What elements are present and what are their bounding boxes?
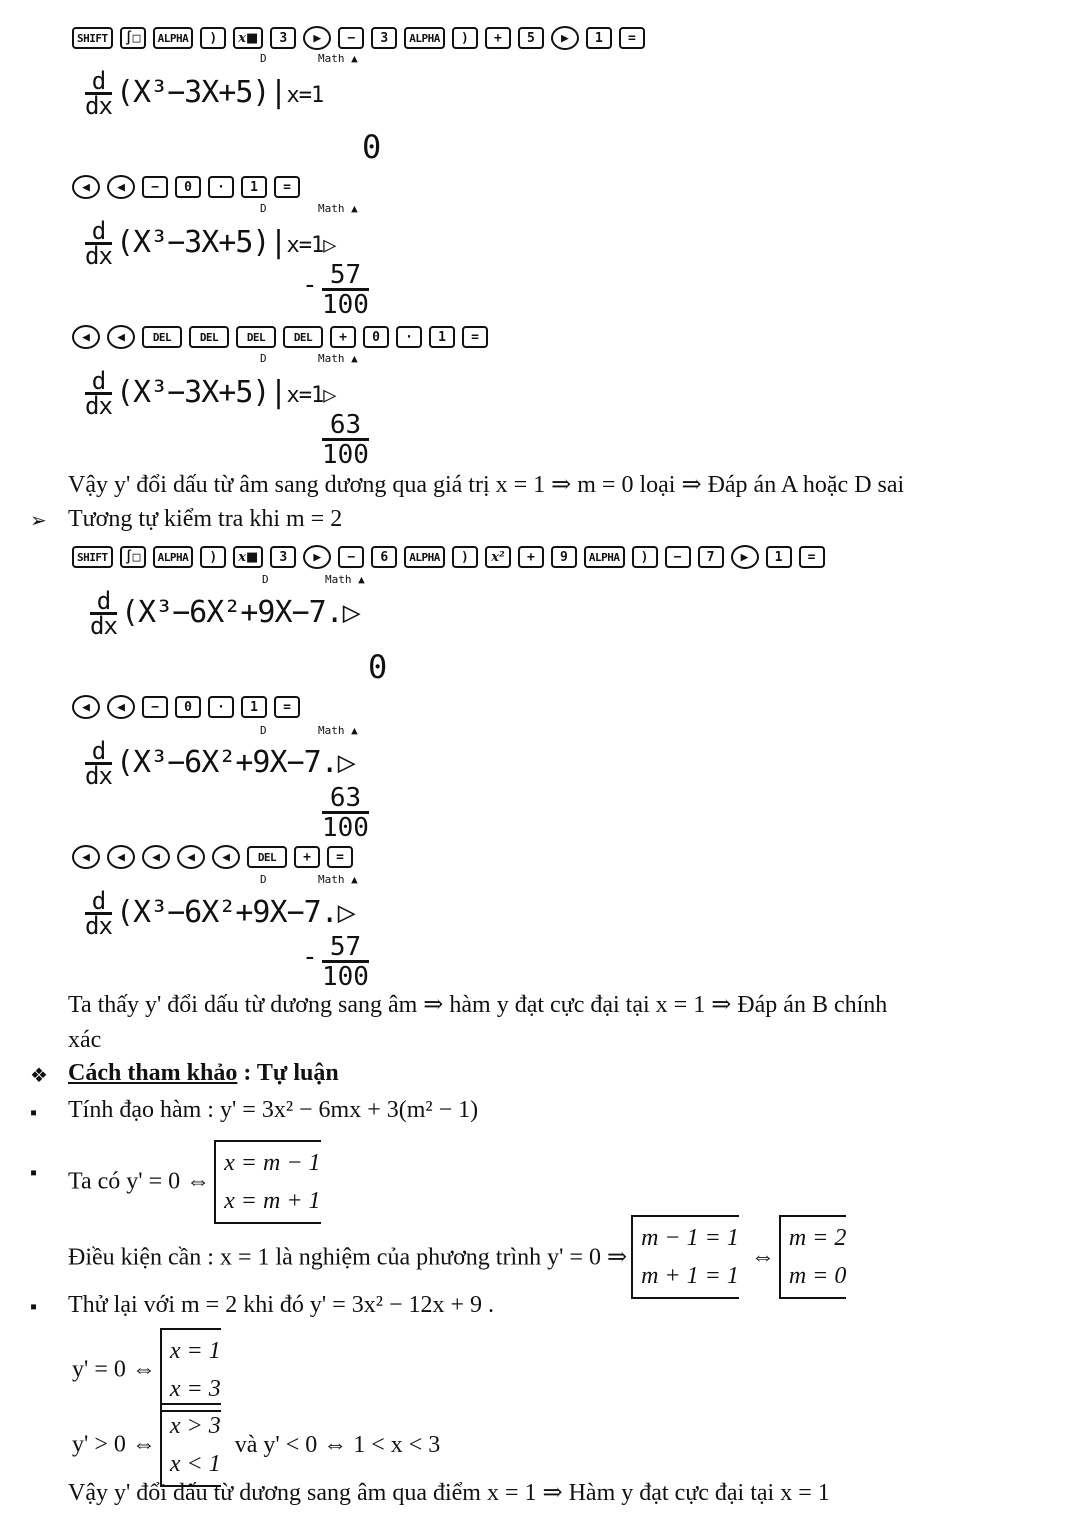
calc-screen-3: $\frac{d}{dx}$ (X³−3X+5)|x=1▷ bbox=[85, 367, 336, 420]
calc-fraction-3: $\frac{63}{100}$ bbox=[322, 410, 369, 470]
calc-key: DEL bbox=[247, 846, 287, 868]
indicator-math: Math ▲ bbox=[318, 724, 358, 737]
dk-bracket-1: m − 1 = 1 m + 1 = 1 bbox=[631, 1215, 739, 1299]
calc-key: SHIFT bbox=[72, 546, 113, 568]
key-sequence-2 bbox=[72, 175, 300, 199]
key-sequence-4 bbox=[72, 545, 825, 569]
calc-screen-2: $\frac{d}{dx}$ (X³−3X+5)|x=1▷ bbox=[85, 217, 336, 270]
indicator-math: Math ▲ bbox=[318, 202, 358, 215]
square-bullet-icon: ▪ bbox=[30, 1296, 38, 1318]
calc-key: ∫□ bbox=[120, 546, 146, 568]
calc-key: 1 bbox=[766, 546, 792, 568]
diamond-bullet-icon: ❖ bbox=[30, 1065, 48, 1087]
calc-result-1: 0 bbox=[362, 128, 382, 166]
calc-key: 5 bbox=[518, 27, 544, 49]
ddx-symbol: $\frac{d}{dx}$ bbox=[85, 217, 112, 270]
calc-key: 9 bbox=[551, 546, 577, 568]
calc-key: = bbox=[274, 696, 300, 718]
calc-screen-5: $\frac{d}{dx}$ (X³−6X²+9X−7.▷ bbox=[85, 737, 355, 790]
key-sequence-6 bbox=[72, 845, 353, 869]
key-sequence-3 bbox=[72, 325, 488, 349]
calc-screen-1: $\frac{d}{dx}$ (X³−3X+5)|x=1 bbox=[85, 67, 324, 120]
arrow-bullet-icon: ➢ bbox=[30, 510, 47, 532]
calc-key: 1 bbox=[429, 326, 455, 348]
calc-key: = bbox=[327, 846, 353, 868]
calc-key: = bbox=[619, 27, 645, 49]
calc-key: 3 bbox=[270, 27, 296, 49]
calc-sign-6: - bbox=[302, 942, 318, 972]
y-zero-line: y' = 0 ⇔x = 1 x = 3 bbox=[72, 1328, 221, 1412]
calc-key: + bbox=[294, 846, 320, 868]
calc-key: 7 bbox=[698, 546, 724, 568]
calc-key: x■ bbox=[233, 27, 263, 49]
calc-key: 1 bbox=[586, 27, 612, 49]
indicator-d-icon: D bbox=[260, 52, 267, 65]
calc-key: x■ bbox=[233, 546, 263, 568]
calc-key: − bbox=[665, 546, 691, 568]
calc-key: ) bbox=[632, 546, 658, 568]
ta-co-line: Ta có y' = 0 ⇔x = m − 1 x = m + 1 bbox=[68, 1140, 321, 1224]
indicator-math: Math ▲ bbox=[318, 352, 358, 365]
calc-screen-4: $\frac{d}{dx}$ (X³−6X²+9X−7.▷ bbox=[90, 587, 360, 640]
indicator-d-icon: D bbox=[260, 873, 267, 886]
square-bullet-icon: ▪ bbox=[30, 1102, 38, 1124]
calc-fraction-2: $\frac{57}{100}$ bbox=[322, 260, 369, 320]
calc-key: ) bbox=[452, 546, 478, 568]
y-zero-bracket: x = 1 x = 3 bbox=[160, 1328, 221, 1412]
indicator-d-icon: D bbox=[262, 573, 269, 586]
final-conclusion: Vậy y' đổi dấu từ dương sang âm qua điểm x = 1 ⇒ Hàm y đạt cực đại tại x = 1 bbox=[68, 1480, 830, 1506]
calc-key: = bbox=[462, 326, 488, 348]
calc-key: + bbox=[330, 326, 356, 348]
indicator-math: Math ▲ bbox=[325, 573, 365, 586]
calc-key: 1 bbox=[241, 176, 267, 198]
calc-key: ) bbox=[452, 27, 478, 49]
calc-key: ▶ bbox=[303, 26, 331, 50]
derivative-line: Tính đạo hàm : y' = 3x² − 6mx + 3(m² − 1) bbox=[68, 1097, 479, 1123]
calc-key: x² bbox=[485, 546, 511, 568]
indicator-d-icon: D bbox=[260, 352, 267, 365]
calc-key: ▶ bbox=[551, 26, 579, 50]
calc-key: · bbox=[208, 696, 234, 718]
calc-key: ◀ bbox=[177, 845, 205, 869]
calc-key: 3 bbox=[270, 546, 296, 568]
indicator-d-icon: D bbox=[260, 724, 267, 737]
calc-key: + bbox=[485, 27, 511, 49]
key-sequence-1 bbox=[72, 26, 645, 50]
calc-key: + bbox=[518, 546, 544, 568]
calc-key: ◀ bbox=[72, 845, 100, 869]
calc-sign-2: - bbox=[302, 270, 318, 300]
ta-co-bracket: x = m − 1 x = m + 1 bbox=[214, 1140, 320, 1224]
calc-key: 3 bbox=[371, 27, 397, 49]
dk-bracket-2: m = 2 m = 0 bbox=[779, 1215, 847, 1299]
calc-key: = bbox=[274, 176, 300, 198]
calc-key: ◀ bbox=[107, 325, 135, 349]
calc-key: DEL bbox=[189, 326, 229, 348]
calc-key: ▶ bbox=[303, 545, 331, 569]
calc-key: 0 bbox=[175, 176, 201, 198]
ddx-symbol: $\frac{d}{dx}$ bbox=[85, 67, 112, 120]
y-pos-bracket: x > 3 x < 1 bbox=[160, 1403, 221, 1487]
calc-key: ◀ bbox=[72, 695, 100, 719]
calc-key: · bbox=[396, 326, 422, 348]
square-bullet-icon: ▪ bbox=[30, 1162, 38, 1184]
calc-key: ALPHA bbox=[404, 546, 445, 568]
calc-key: ◀ bbox=[212, 845, 240, 869]
calc-key: − bbox=[142, 176, 168, 198]
ddx-symbol: $\frac{d}{dx}$ bbox=[85, 887, 112, 940]
key-sequence-5 bbox=[72, 695, 300, 719]
indicator-math: Math ▲ bbox=[318, 873, 358, 886]
calc-key: ◀ bbox=[107, 175, 135, 199]
calc-screen-6: $\frac{d}{dx}$ (X³−6X²+9X−7.▷ bbox=[85, 887, 355, 940]
calc-key: ◀ bbox=[107, 695, 135, 719]
calc-key: SHIFT bbox=[72, 27, 113, 49]
calc-key: · bbox=[208, 176, 234, 198]
calc-key: ALPHA bbox=[404, 27, 445, 49]
conclusion-m2: Ta thấy y' đổi dấu từ dương sang âm ⇒ hàm y đạt cực đại tại x = 1 ⇒ Đáp án B chính bbox=[68, 992, 888, 1018]
calc-key: − bbox=[338, 546, 364, 568]
calc-key: ▶ bbox=[731, 545, 759, 569]
calc-result-4: 0 bbox=[368, 648, 388, 686]
dieu-kien-line: Điều kiện cần : x = 1 là nghiệm của phương trình y' = 0 ⇒m − 1 = 1 m + 1 = 1 ⇔m = 2 m = 0 bbox=[68, 1215, 846, 1299]
calc-key: 0 bbox=[363, 326, 389, 348]
calc-key: ALPHA bbox=[153, 27, 194, 49]
calc-key: 6 bbox=[371, 546, 397, 568]
indicator-d-icon: D bbox=[260, 202, 267, 215]
calc-key: ◀ bbox=[142, 845, 170, 869]
calc-key: = bbox=[799, 546, 825, 568]
calc-fraction-5: $\frac{63}{100}$ bbox=[322, 783, 369, 843]
ddx-symbol: $\frac{d}{dx}$ bbox=[85, 367, 112, 420]
conclusion-m0: Vậy y' đổi dấu từ âm sang dương qua giá trị x = 1 ⇒ m = 0 loại ⇒ Đáp án A hoặc D sai bbox=[68, 472, 905, 498]
ddx-symbol: $\frac{d}{dx}$ bbox=[90, 587, 117, 640]
calc-key: ALPHA bbox=[153, 546, 194, 568]
calc-key: 1 bbox=[241, 696, 267, 718]
method-heading: Cách tham khảo : Tự luận bbox=[68, 1060, 339, 1086]
calc-key: DEL bbox=[236, 326, 276, 348]
check-m2-heading: Tương tự kiểm tra khi m = 2 bbox=[68, 506, 343, 532]
calc-key: ◀ bbox=[107, 845, 135, 869]
calc-key: ∫□ bbox=[120, 27, 146, 49]
calc-key: 0 bbox=[175, 696, 201, 718]
ddx-symbol: $\frac{d}{dx}$ bbox=[85, 737, 112, 790]
thu-lai-line: Thử lại với m = 2 khi đó y' = 3x² − 12x + 9 . bbox=[68, 1292, 495, 1318]
calc-key: − bbox=[338, 27, 364, 49]
calc-key: ) bbox=[200, 546, 226, 568]
calc-fraction-6: $\frac{57}{100}$ bbox=[322, 932, 369, 992]
calc-key: DEL bbox=[283, 326, 323, 348]
calc-key: ◀ bbox=[72, 325, 100, 349]
calc-key: ◀ bbox=[72, 175, 100, 199]
calc-key: ALPHA bbox=[584, 546, 625, 568]
conclusion-m2-cont: xác bbox=[68, 1027, 102, 1053]
y-sign-line: y' > 0 ⇔x > 3 x < 1 và y' < 0 ⇔ 1 < x < 3 bbox=[72, 1403, 440, 1487]
calc-key: DEL bbox=[142, 326, 182, 348]
calc-key: ) bbox=[200, 27, 226, 49]
indicator-math: Math ▲ bbox=[318, 52, 358, 65]
calc-key: − bbox=[142, 696, 168, 718]
